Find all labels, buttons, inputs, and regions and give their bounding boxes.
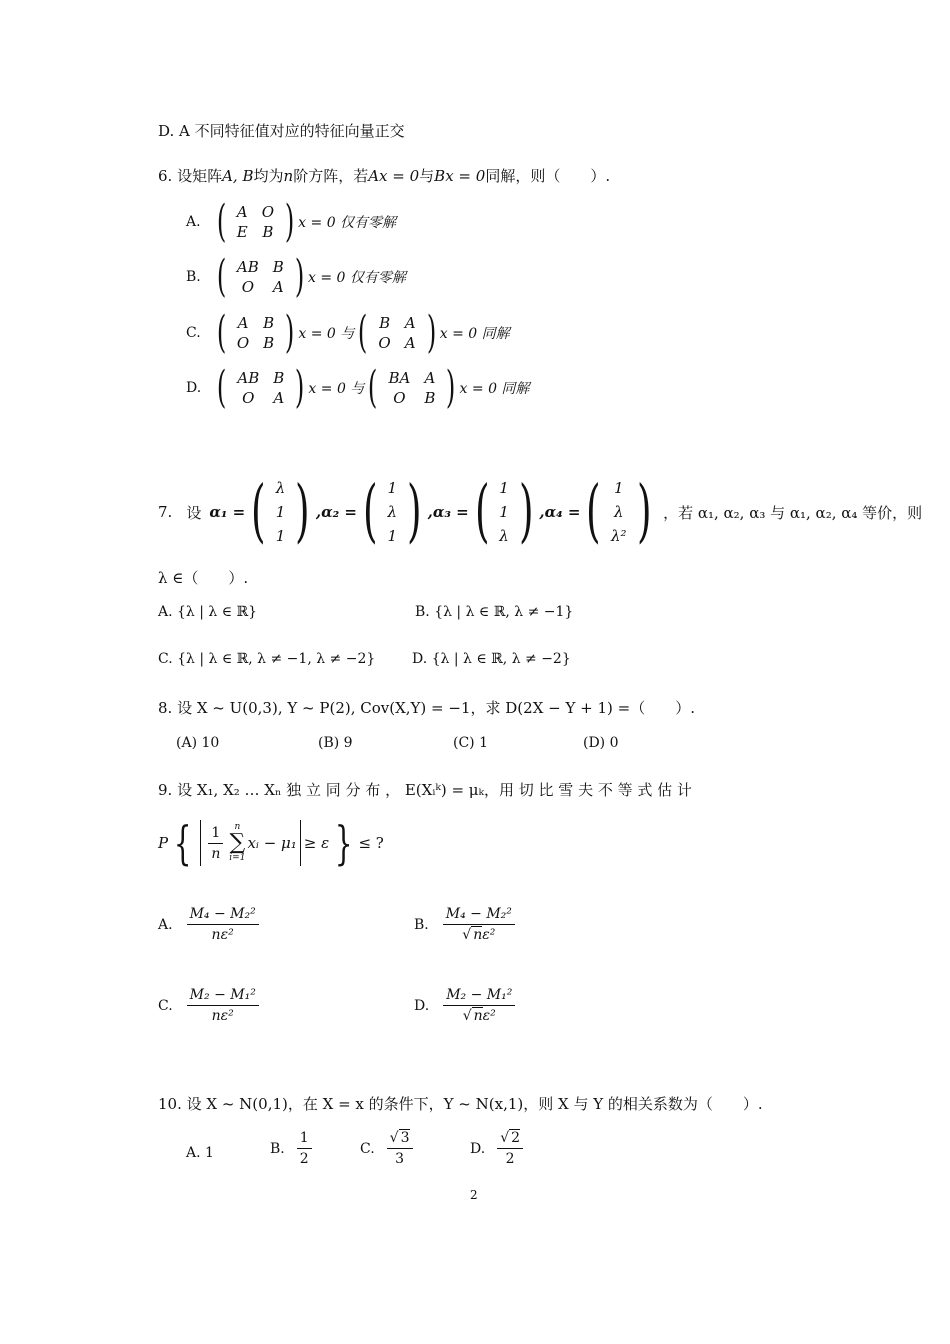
matrix-cell: O bbox=[261, 203, 274, 221]
q10-option-c: C. $\frac{√ 3}{3}$ bbox=[360, 1130, 417, 1167]
vector-entry: λ bbox=[614, 503, 624, 521]
q10-option-d: D. $\frac{√ 2}{2}$ bbox=[470, 1130, 527, 1167]
q6-c-matrix2 bbox=[371, 313, 422, 353]
matrix-cell: A bbox=[237, 314, 249, 332]
vector-entry: 1 bbox=[275, 503, 286, 521]
q7-stem: 7. 设 α₁ = ( λ 1 1 ) ,α₂ = ( 1 λ 1 ) ,α₃ = ( 1 1 λ ) ,α₄ = ( 1 λ λ² ) ，若 α₁, α₂, α₃ 与 α₁, α₂, α₄ 等价，则 bbox=[158, 472, 923, 551]
q6-option-a: A. ( A O E B ) x = 0 仅有零解 bbox=[186, 196, 397, 247]
q7-option-d: D. {λ | λ ∈ ℝ, λ ≠ −2} bbox=[412, 651, 571, 667]
vector-entry: 1 bbox=[614, 479, 624, 497]
q7-line2: λ ∈（ ）. bbox=[158, 569, 249, 587]
matrix-cell: AB bbox=[237, 369, 260, 387]
q7-vector-3 bbox=[495, 476, 513, 548]
q8-option-b: (B) 9 bbox=[318, 735, 353, 751]
q5-option-d: D. A 不同特征值对应的特征向量正交 bbox=[158, 122, 405, 140]
matrix-cell: B bbox=[263, 314, 275, 332]
vector-entry: 1 bbox=[499, 503, 509, 521]
matrix-cell: A bbox=[424, 369, 436, 387]
matrix-cell: A bbox=[273, 389, 285, 407]
vector-entry: λ bbox=[275, 479, 286, 497]
vector-entry: λ² bbox=[611, 527, 627, 545]
q6-d-matrix2 bbox=[381, 368, 442, 408]
q7-option-a: A. {λ | λ ∈ ℝ} bbox=[158, 604, 258, 620]
vector-entry: 1 bbox=[275, 527, 286, 545]
q10-stem: 10. 设 X ~ N(0,1)，在 X = x 的条件下，Y ~ N(x,1)，则 X 与 Y 的相关系数为（ ）. bbox=[158, 1095, 763, 1113]
q6-option-b: B. ( AB B O A ) x = 0 仅有零解 bbox=[186, 251, 406, 302]
matrix-cell: E bbox=[236, 223, 248, 241]
q6-b-matrix bbox=[230, 257, 291, 297]
vector-entry: 1 bbox=[499, 479, 509, 497]
vector-entry: λ bbox=[387, 503, 398, 521]
vector-entry: 1 bbox=[387, 527, 398, 545]
q7-option-b: B. {λ | λ ∈ ℝ, λ ≠ −1} bbox=[415, 604, 574, 620]
q10-option-b: B. $\frac{1}{2}$ bbox=[270, 1130, 316, 1167]
matrix-cell: O bbox=[378, 334, 391, 352]
q9-option-b: B. $\frac{\text{M₄ − M₂²}}{\text{√ nε²}}$ bbox=[414, 906, 519, 943]
q7-vector-4 bbox=[607, 476, 631, 548]
q9-probability-expression: P { $\frac{1}{n}$ n ∑ i=1 xᵢ − μ₁ ≥ ε } ≤ ? bbox=[158, 816, 384, 870]
matrix-cell: O bbox=[393, 389, 406, 407]
q6-option-c: C. ( A B O B ) x = 0 与 ( B A O A ) x = 0 同解 bbox=[186, 307, 510, 358]
vector-entry: λ bbox=[499, 527, 509, 545]
q10-option-a: A. 1 bbox=[186, 1145, 214, 1161]
matrix-cell: B bbox=[273, 369, 285, 387]
q7-vector-2 bbox=[384, 476, 402, 548]
q7-option-c: C. {λ | λ ∈ ℝ, λ ≠ −1, λ ≠ −2} bbox=[158, 651, 376, 667]
matrix-cell: BA bbox=[388, 369, 411, 387]
q8-option-d: (D) 0 bbox=[583, 735, 619, 751]
matrix-cell: B bbox=[424, 389, 436, 407]
vector-entry: 1 bbox=[387, 479, 398, 497]
q9-stem: 9. 设 X₁, X₂ … Xₙ 独 立 同 分 布 ， E(Xᵢᵏ) = μₖ，用 切 比 雪 夫 不 等 式 估 计 bbox=[158, 781, 692, 799]
q8-option-c: (C) 1 bbox=[453, 735, 488, 751]
matrix-cell: B bbox=[263, 334, 275, 352]
q9-option-a: A. $\frac{\text{M₄ − M₂²}}{\text{nε²}}$ bbox=[158, 906, 263, 943]
matrix-cell: B bbox=[262, 223, 274, 241]
matrix-cell: A bbox=[272, 278, 284, 296]
matrix-cell: A bbox=[404, 334, 416, 352]
q7-vector-1 bbox=[272, 476, 290, 548]
matrix-cell: B bbox=[379, 314, 391, 332]
q8-option-a: (A) 10 bbox=[176, 735, 220, 751]
q9-option-d: D. $\frac{\text{M₂ − M₁²}}{\text{√ nε²}}$ bbox=[414, 987, 519, 1024]
q8-stem: 8. 设 X ~ U(0,3), Y ~ P(2), Cov(X,Y) = −1，求 D(2X − Y + 1) =（ ）. bbox=[158, 699, 695, 717]
q6-d-matrix1 bbox=[230, 368, 291, 408]
q6-a-matrix bbox=[230, 202, 281, 242]
matrix-cell: A bbox=[236, 203, 248, 221]
matrix-cell: B bbox=[272, 258, 284, 276]
q6-option-d: D. ( AB B O A ) x = 0 与 ( BA A O B ) x = 0 同解 bbox=[186, 362, 530, 413]
matrix-cell: AB bbox=[236, 258, 259, 276]
q6-c-matrix1 bbox=[230, 313, 281, 353]
page-number: 2 bbox=[470, 1188, 478, 1202]
matrix-cell: O bbox=[236, 334, 250, 352]
q6-stem: 6. 设矩阵A, B均为n阶方阵，若Ax = 0与Bx = 0同解，则（ ）. bbox=[158, 167, 611, 185]
matrix-cell: O bbox=[242, 389, 255, 407]
matrix-cell: O bbox=[241, 278, 254, 296]
matrix-cell: A bbox=[404, 314, 416, 332]
q9-option-c: C. $\frac{\text{M₂ − M₁²}}{\text{nε²}}$ bbox=[158, 987, 263, 1024]
